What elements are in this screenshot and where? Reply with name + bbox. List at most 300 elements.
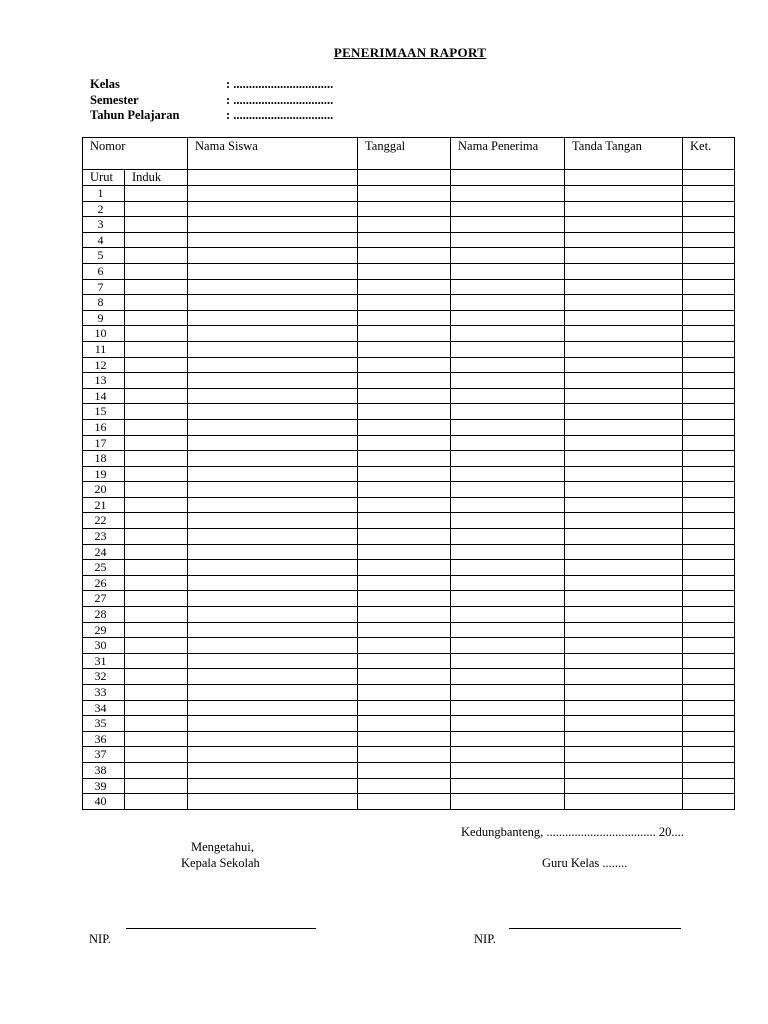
- empty-cell: [358, 404, 451, 420]
- empty-cell: [188, 419, 358, 435]
- empty-cell: [451, 248, 565, 264]
- empty-cell: [358, 482, 451, 498]
- empty-cell: [358, 513, 451, 529]
- empty-cell: [451, 482, 565, 498]
- empty-cell: [451, 263, 565, 279]
- empty-cell: [188, 762, 358, 778]
- empty-cell: [565, 607, 683, 623]
- empty-cell: [358, 373, 451, 389]
- table-row: [83, 295, 735, 311]
- empty-cell: [565, 263, 683, 279]
- empty-cell: [188, 310, 358, 326]
- header-nomor: Nomor: [83, 138, 188, 170]
- empty-cell: [683, 591, 735, 607]
- empty-cell: [125, 685, 188, 701]
- empty-cell: [188, 404, 358, 420]
- empty-cell: [565, 497, 683, 513]
- empty-cell: [683, 263, 735, 279]
- empty-cell: [565, 700, 683, 716]
- empty-cell: [683, 170, 735, 186]
- receipt-table: [82, 137, 735, 810]
- row-number: 38: [83, 762, 125, 778]
- empty-cell: [565, 544, 683, 560]
- empty-cell: [683, 529, 735, 545]
- empty-cell: [358, 544, 451, 560]
- table-row: [83, 747, 735, 763]
- empty-cell: [451, 731, 565, 747]
- empty-cell: [451, 466, 565, 482]
- empty-cell: [683, 685, 735, 701]
- right-signature-line: [509, 928, 681, 929]
- row-number: 22: [83, 513, 125, 529]
- row-number: 16: [83, 419, 125, 435]
- table-row: [83, 653, 735, 669]
- empty-cell: [683, 747, 735, 763]
- empty-cell: [451, 435, 565, 451]
- info-label: Tahun Pelajaran: [90, 108, 180, 122]
- empty-cell: [188, 482, 358, 498]
- empty-cell: [683, 232, 735, 248]
- table-row: [83, 435, 735, 451]
- empty-cell: [125, 310, 188, 326]
- empty-cell: [683, 295, 735, 311]
- table-row: [83, 575, 735, 591]
- empty-cell: [683, 575, 735, 591]
- table-row: [83, 279, 735, 295]
- table-row: [83, 217, 735, 233]
- empty-cell: [683, 404, 735, 420]
- empty-cell: [188, 201, 358, 217]
- table-row: [83, 451, 735, 467]
- empty-cell: [683, 357, 735, 373]
- row-number: 33: [83, 685, 125, 701]
- empty-cell: [188, 435, 358, 451]
- empty-cell: [565, 279, 683, 295]
- empty-cell: [565, 466, 683, 482]
- empty-cell: [565, 170, 683, 186]
- empty-cell: [451, 170, 565, 186]
- row-number: 40: [83, 794, 125, 810]
- empty-cell: [125, 622, 188, 638]
- row-number: 18: [83, 451, 125, 467]
- empty-cell: [565, 217, 683, 233]
- empty-cell: [451, 497, 565, 513]
- table-row: [83, 357, 735, 373]
- row-number: 26: [83, 575, 125, 591]
- row-number: 35: [83, 716, 125, 732]
- empty-cell: [125, 232, 188, 248]
- empty-cell: [565, 794, 683, 810]
- empty-cell: [125, 778, 188, 794]
- empty-cell: [565, 778, 683, 794]
- row-number: 23: [83, 529, 125, 545]
- row-number: 1: [83, 186, 125, 202]
- empty-cell: [683, 762, 735, 778]
- empty-cell: [125, 341, 188, 357]
- empty-cell: [565, 388, 683, 404]
- empty-cell: [683, 560, 735, 576]
- empty-cell: [358, 762, 451, 778]
- table-row: [83, 716, 735, 732]
- empty-cell: [125, 731, 188, 747]
- table-row: [83, 685, 735, 701]
- empty-cell: [188, 232, 358, 248]
- empty-cell: [125, 716, 188, 732]
- left-nip: NIP.: [89, 932, 111, 946]
- empty-cell: [358, 279, 451, 295]
- empty-cell: [125, 388, 188, 404]
- empty-cell: [358, 201, 451, 217]
- subheader-induk: Induk: [125, 170, 188, 186]
- empty-cell: [358, 451, 451, 467]
- table-row: [83, 794, 735, 810]
- empty-cell: [451, 529, 565, 545]
- empty-cell: [188, 669, 358, 685]
- empty-cell: [188, 263, 358, 279]
- empty-cell: [125, 279, 188, 295]
- empty-cell: [451, 685, 565, 701]
- empty-cell: [188, 341, 358, 357]
- empty-cell: [188, 638, 358, 654]
- table-row: [83, 232, 735, 248]
- empty-cell: [565, 653, 683, 669]
- empty-cell: [125, 186, 188, 202]
- row-number: 25: [83, 560, 125, 576]
- page-title: PENERIMAAN RAPORT: [333, 45, 487, 60]
- empty-cell: [358, 497, 451, 513]
- empty-cell: [188, 685, 358, 701]
- header-nama-penerima: Nama Penerima: [451, 138, 565, 170]
- empty-cell: [683, 731, 735, 747]
- empty-cell: [451, 310, 565, 326]
- row-number: 31: [83, 653, 125, 669]
- empty-cell: [188, 513, 358, 529]
- empty-cell: [188, 575, 358, 591]
- row-number: 37: [83, 747, 125, 763]
- row-number: 11: [83, 341, 125, 357]
- empty-cell: [125, 638, 188, 654]
- row-number: 28: [83, 607, 125, 623]
- empty-cell: [358, 435, 451, 451]
- row-number: 39: [83, 778, 125, 794]
- row-number: 29: [83, 622, 125, 638]
- subheader-urut: Urut: [83, 170, 125, 186]
- empty-cell: [125, 482, 188, 498]
- row-number: 15: [83, 404, 125, 420]
- empty-cell: [358, 700, 451, 716]
- empty-cell: [451, 201, 565, 217]
- empty-cell: [451, 622, 565, 638]
- empty-cell: [451, 217, 565, 233]
- empty-cell: [125, 435, 188, 451]
- empty-cell: [683, 607, 735, 623]
- empty-cell: [125, 653, 188, 669]
- empty-cell: [188, 544, 358, 560]
- empty-cell: [451, 607, 565, 623]
- info-value: : ................................: [226, 77, 334, 91]
- table-row: [83, 529, 735, 545]
- empty-cell: [358, 669, 451, 685]
- empty-cell: [125, 404, 188, 420]
- empty-cell: [125, 607, 188, 623]
- empty-cell: [188, 747, 358, 763]
- empty-cell: [358, 575, 451, 591]
- row-number: 14: [83, 388, 125, 404]
- empty-cell: [358, 310, 451, 326]
- empty-cell: [451, 326, 565, 342]
- empty-cell: [125, 560, 188, 576]
- empty-cell: [358, 653, 451, 669]
- table-row: [83, 201, 735, 217]
- row-number: 27: [83, 591, 125, 607]
- row-number: 24: [83, 544, 125, 560]
- empty-cell: [565, 341, 683, 357]
- empty-cell: [188, 357, 358, 373]
- empty-cell: [358, 388, 451, 404]
- empty-cell: [451, 794, 565, 810]
- empty-cell: [451, 653, 565, 669]
- empty-cell: [451, 716, 565, 732]
- empty-cell: [565, 513, 683, 529]
- empty-cell: [358, 731, 451, 747]
- empty-cell: [451, 388, 565, 404]
- info-label: Semester: [90, 93, 139, 107]
- empty-cell: [565, 310, 683, 326]
- row-number: 9: [83, 310, 125, 326]
- table-row: [83, 482, 735, 498]
- info-value: : ................................: [226, 93, 334, 107]
- empty-cell: [451, 544, 565, 560]
- empty-cell: [565, 232, 683, 248]
- empty-cell: [451, 669, 565, 685]
- empty-cell: [565, 747, 683, 763]
- empty-cell: [188, 529, 358, 545]
- empty-cell: [683, 653, 735, 669]
- right-nip: NIP.: [474, 932, 496, 946]
- empty-cell: [683, 669, 735, 685]
- empty-cell: [565, 622, 683, 638]
- info-value: : ................................: [226, 108, 334, 122]
- empty-cell: [125, 497, 188, 513]
- empty-cell: [565, 591, 683, 607]
- empty-cell: [451, 778, 565, 794]
- empty-cell: [683, 373, 735, 389]
- row-number: 13: [83, 373, 125, 389]
- row-number: 2: [83, 201, 125, 217]
- empty-cell: [358, 591, 451, 607]
- empty-cell: [188, 248, 358, 264]
- empty-cell: [188, 170, 358, 186]
- empty-cell: [565, 529, 683, 545]
- empty-cell: [565, 762, 683, 778]
- empty-cell: [188, 591, 358, 607]
- empty-cell: [358, 263, 451, 279]
- table-row: [83, 263, 735, 279]
- table-row: [83, 310, 735, 326]
- empty-cell: [683, 326, 735, 342]
- empty-cell: [683, 186, 735, 202]
- empty-cell: [188, 622, 358, 638]
- table-row: [83, 326, 735, 342]
- empty-cell: [358, 794, 451, 810]
- empty-cell: [565, 482, 683, 498]
- header-ket: Ket.: [683, 138, 735, 170]
- empty-cell: [125, 357, 188, 373]
- empty-cell: [565, 404, 683, 420]
- empty-cell: [683, 310, 735, 326]
- empty-cell: [565, 575, 683, 591]
- empty-cell: [188, 497, 358, 513]
- empty-cell: [358, 170, 451, 186]
- empty-cell: [358, 341, 451, 357]
- empty-cell: [451, 560, 565, 576]
- empty-cell: [125, 762, 188, 778]
- empty-cell: [125, 544, 188, 560]
- empty-cell: [451, 762, 565, 778]
- empty-cell: [125, 263, 188, 279]
- empty-cell: [188, 388, 358, 404]
- row-number: 10: [83, 326, 125, 342]
- empty-cell: [451, 638, 565, 654]
- empty-cell: [683, 451, 735, 467]
- empty-cell: [358, 560, 451, 576]
- empty-cell: [358, 716, 451, 732]
- empty-cell: [683, 217, 735, 233]
- empty-cell: [451, 186, 565, 202]
- table-header-row: [83, 138, 735, 170]
- empty-cell: [188, 295, 358, 311]
- empty-cell: [683, 513, 735, 529]
- empty-cell: [358, 186, 451, 202]
- place-date: Kedungbanteng, ................................... 20....: [461, 825, 684, 839]
- row-number: 17: [83, 435, 125, 451]
- table-row: [83, 762, 735, 778]
- empty-cell: [188, 560, 358, 576]
- empty-cell: [358, 607, 451, 623]
- empty-cell: [125, 451, 188, 467]
- empty-cell: [565, 357, 683, 373]
- table-row: [83, 778, 735, 794]
- empty-cell: [565, 669, 683, 685]
- empty-cell: [683, 778, 735, 794]
- empty-cell: [565, 638, 683, 654]
- empty-cell: [451, 341, 565, 357]
- empty-cell: [125, 201, 188, 217]
- row-number: 19: [83, 466, 125, 482]
- table-row: [83, 700, 735, 716]
- left-signatory-title: Kepala Sekolah: [181, 856, 260, 870]
- row-number: 5: [83, 248, 125, 264]
- empty-cell: [565, 451, 683, 467]
- empty-cell: [683, 279, 735, 295]
- empty-cell: [683, 622, 735, 638]
- table-row: [83, 622, 735, 638]
- info-semester: [90, 93, 333, 108]
- empty-cell: [125, 295, 188, 311]
- empty-cell: [565, 560, 683, 576]
- empty-cell: [565, 326, 683, 342]
- table-row: [83, 388, 735, 404]
- empty-cell: [451, 575, 565, 591]
- empty-cell: [188, 373, 358, 389]
- empty-cell: [125, 466, 188, 482]
- empty-cell: [188, 731, 358, 747]
- empty-cell: [565, 248, 683, 264]
- empty-cell: [188, 653, 358, 669]
- empty-cell: [451, 747, 565, 763]
- table-row: [83, 607, 735, 623]
- empty-cell: [565, 419, 683, 435]
- table-row: [83, 560, 735, 576]
- empty-cell: [451, 295, 565, 311]
- empty-cell: [358, 529, 451, 545]
- table-row: [83, 513, 735, 529]
- empty-cell: [358, 248, 451, 264]
- table-row: [83, 731, 735, 747]
- empty-cell: [358, 326, 451, 342]
- right-signatory-title: Guru Kelas ........: [542, 856, 628, 870]
- table-row: [83, 497, 735, 513]
- row-number: 34: [83, 700, 125, 716]
- empty-cell: [683, 466, 735, 482]
- empty-cell: [188, 794, 358, 810]
- empty-cell: [188, 466, 358, 482]
- table-row: [83, 591, 735, 607]
- empty-cell: [188, 451, 358, 467]
- empty-cell: [358, 747, 451, 763]
- empty-cell: [683, 700, 735, 716]
- empty-cell: [358, 638, 451, 654]
- info-label: Kelas: [90, 77, 120, 91]
- empty-cell: [565, 435, 683, 451]
- empty-cell: [358, 685, 451, 701]
- empty-cell: [358, 466, 451, 482]
- empty-cell: [565, 186, 683, 202]
- empty-cell: [358, 778, 451, 794]
- empty-cell: [451, 451, 565, 467]
- left-signatory-label: Mengetahui,: [191, 840, 254, 854]
- empty-cell: [358, 295, 451, 311]
- empty-cell: [683, 388, 735, 404]
- table-row: [83, 638, 735, 654]
- table-row: [83, 466, 735, 482]
- empty-cell: [125, 529, 188, 545]
- empty-cell: [451, 700, 565, 716]
- empty-cell: [188, 279, 358, 295]
- empty-cell: [565, 731, 683, 747]
- empty-cell: [683, 341, 735, 357]
- row-number: 32: [83, 669, 125, 685]
- empty-cell: [451, 404, 565, 420]
- row-number: 12: [83, 357, 125, 373]
- empty-cell: [451, 513, 565, 529]
- empty-cell: [125, 700, 188, 716]
- empty-cell: [125, 513, 188, 529]
- empty-cell: [125, 373, 188, 389]
- empty-cell: [683, 419, 735, 435]
- empty-cell: [451, 232, 565, 248]
- empty-cell: [188, 778, 358, 794]
- empty-cell: [683, 638, 735, 654]
- empty-cell: [125, 747, 188, 763]
- row-number: 21: [83, 497, 125, 513]
- empty-cell: [188, 217, 358, 233]
- row-number: 6: [83, 263, 125, 279]
- empty-cell: [188, 326, 358, 342]
- info-tahun-pelajaran: [90, 108, 333, 123]
- table-row: [83, 669, 735, 685]
- row-number: 8: [83, 295, 125, 311]
